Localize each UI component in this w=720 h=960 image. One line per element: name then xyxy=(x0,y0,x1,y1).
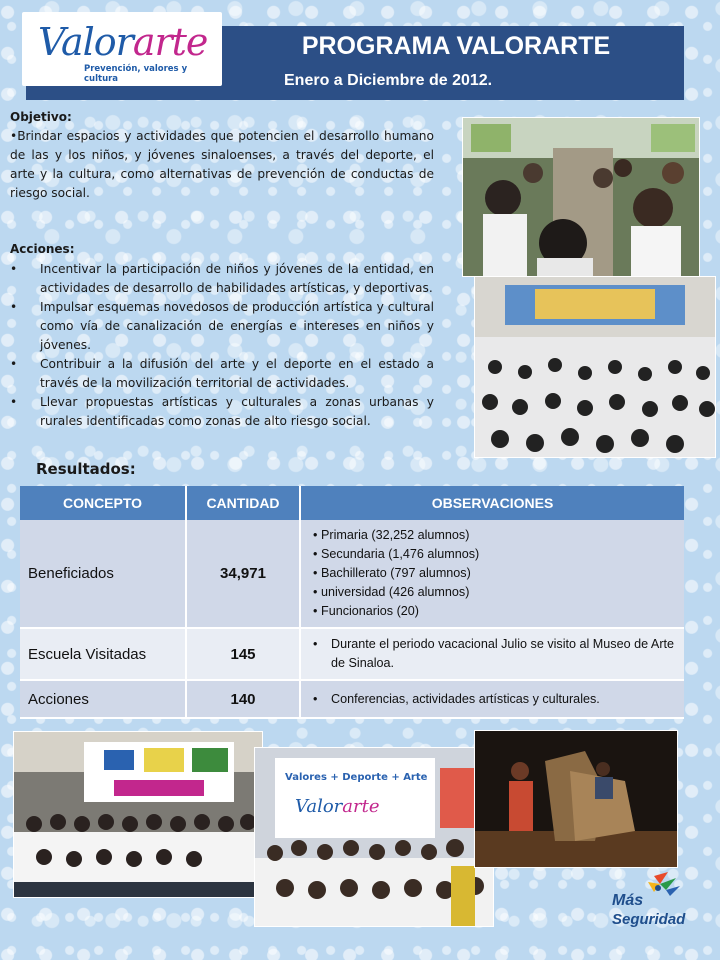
cell-cantidad: 140 xyxy=(186,680,300,718)
header-cantidad: CANTIDAD xyxy=(186,486,300,520)
seguridad-label: Seguridad xyxy=(612,911,686,928)
logo-tagline: Prevención, valores y cultura xyxy=(84,64,188,84)
objetivo-label: Objetivo: xyxy=(10,110,72,124)
resultados-label: Resultados: xyxy=(36,460,136,478)
list-item: • Contribuir a la difusión del arte y el deporte en el estado a través de la movilización territorial de actividades. xyxy=(10,355,434,393)
photo-auditorium xyxy=(474,276,716,458)
mas-label: Más xyxy=(612,892,644,909)
list-item: • Durante el periodo vacacional Julio se visito al Museo de Arte de Sinaloa. xyxy=(313,635,676,673)
photo-bus-students xyxy=(462,117,700,277)
list-item: • Primaria (32,252 alumnos) xyxy=(313,526,676,545)
banner-logo-text: Valorarte xyxy=(295,796,380,817)
list-item: • Llevar propuestas artísticas y culturales a zonas urbanas y rurales identificadas como zonas de alto riesgo social. xyxy=(10,393,434,431)
photo-group-students xyxy=(13,731,263,898)
acciones-list xyxy=(10,260,434,431)
list-item: • Bachillerato (797 alumnos) xyxy=(313,564,676,583)
acciones-label: Acciones: xyxy=(10,242,75,256)
objetivo-text: •Brindar espacios y actividades que potencien el desarrollo humano de las y los niños, y jóvenes sinaloenses, a través del deporte, el arte y la cultura, como alternativas de prevención de conductas de riesgo social. xyxy=(10,129,434,200)
list-item: • Conferencias, actividades artísticas y culturales. xyxy=(313,690,676,709)
logo-wordmark: Valorarte xyxy=(38,20,208,64)
cell-observaciones xyxy=(300,680,684,718)
header-observaciones: OBSERVACIONES xyxy=(300,486,684,520)
list-item: • Impulsar esquemas novedosos de producción artística y cultural como vía de canalización de energías e intereses en niños y jóvenes. xyxy=(10,298,434,355)
photo-theater-stage xyxy=(474,730,678,868)
list-item: • universidad (426 alumnos) xyxy=(313,583,676,602)
table-row xyxy=(20,628,684,680)
photo-banner-students xyxy=(254,747,494,927)
cell-observaciones xyxy=(300,520,684,628)
table-row xyxy=(20,520,684,628)
valorarte-logo xyxy=(22,12,222,86)
banner-text: Valores + Deporte + Arte xyxy=(285,772,428,783)
page-subtitle: Enero a Diciembre de 2012. xyxy=(284,72,493,89)
cell-cantidad: 145 xyxy=(186,628,300,680)
list-item: • Funcionarios (20) xyxy=(313,602,676,621)
cell-concepto: Acciones xyxy=(20,680,186,718)
cell-cantidad: 34,971 xyxy=(186,520,300,628)
table-header-row xyxy=(20,486,684,520)
cell-concepto: Escuela Visitadas xyxy=(20,628,186,680)
cell-concepto: Beneficiados xyxy=(20,520,186,628)
cell-observaciones xyxy=(300,628,684,680)
list-item: • Secundaria (1,476 alumnos) xyxy=(313,545,676,564)
results-table xyxy=(20,486,684,719)
table-row xyxy=(20,680,684,718)
header-concepto: CONCEPTO xyxy=(20,486,186,520)
page-title: PROGRAMA VALORARTE xyxy=(301,32,611,60)
list-item: • Incentivar la participación de niños y jóvenes de la entidad, en actividades de desarrollo de habilidades artísticas, y deportivas. xyxy=(10,260,434,298)
